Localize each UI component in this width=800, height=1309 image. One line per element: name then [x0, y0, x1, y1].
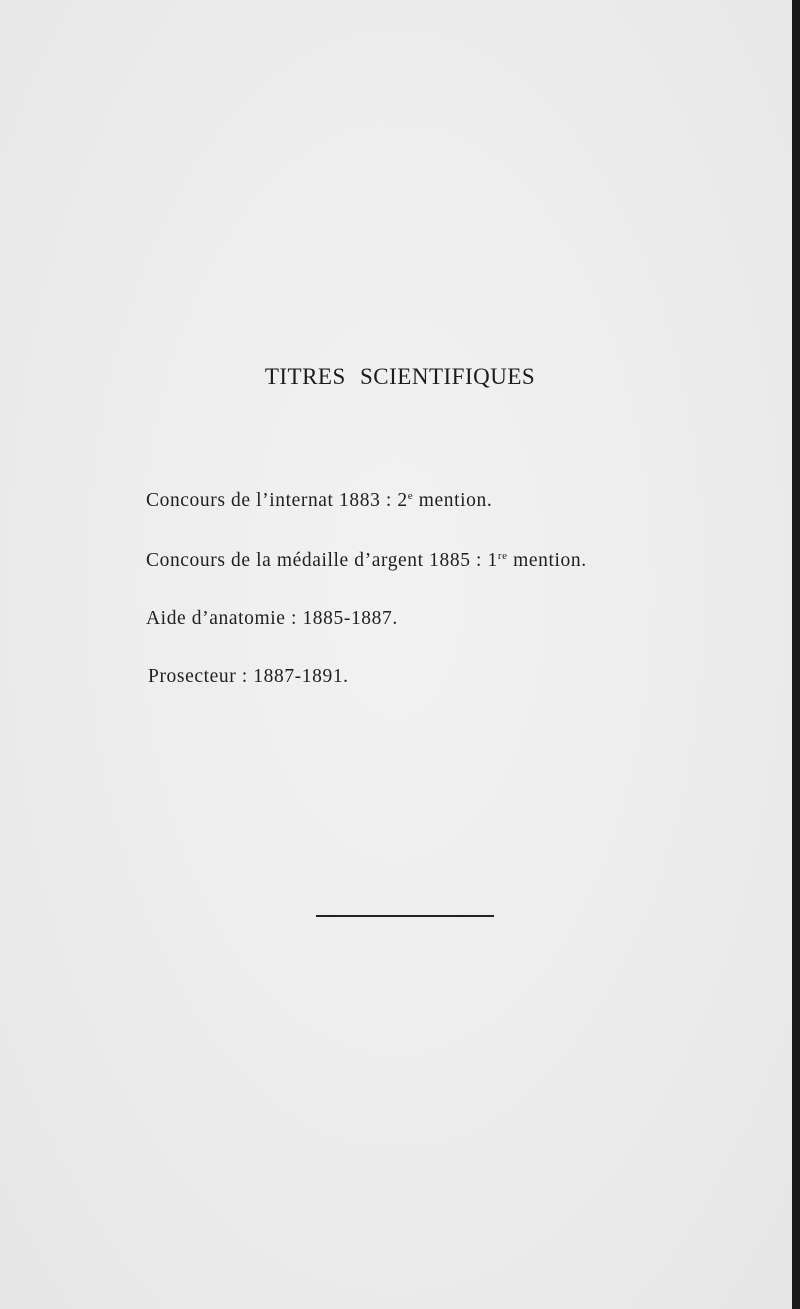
- page-title: TITRES SCIENTIFIQUES: [264, 364, 536, 389]
- entry-superscript: e: [407, 490, 414, 502]
- entry-superscript: re: [497, 550, 508, 562]
- entry-text-after: mention.: [413, 490, 493, 511]
- list-item: [148, 666, 349, 688]
- entry-text: Concours de la médaille d’argent 1885 : 1: [146, 550, 498, 571]
- entry-text: Prosecteur : 1887-1891.: [148, 666, 349, 687]
- entry-text-after: mention.: [507, 550, 587, 571]
- list-item: [146, 550, 587, 572]
- list-item: [146, 608, 398, 630]
- horizontal-rule: [316, 915, 494, 917]
- list-item: [146, 490, 492, 512]
- entry-text: Concours de l’internat 1883 : 2: [146, 490, 408, 511]
- entry-text: Aide d’anatomie : 1885-1887.: [146, 608, 398, 629]
